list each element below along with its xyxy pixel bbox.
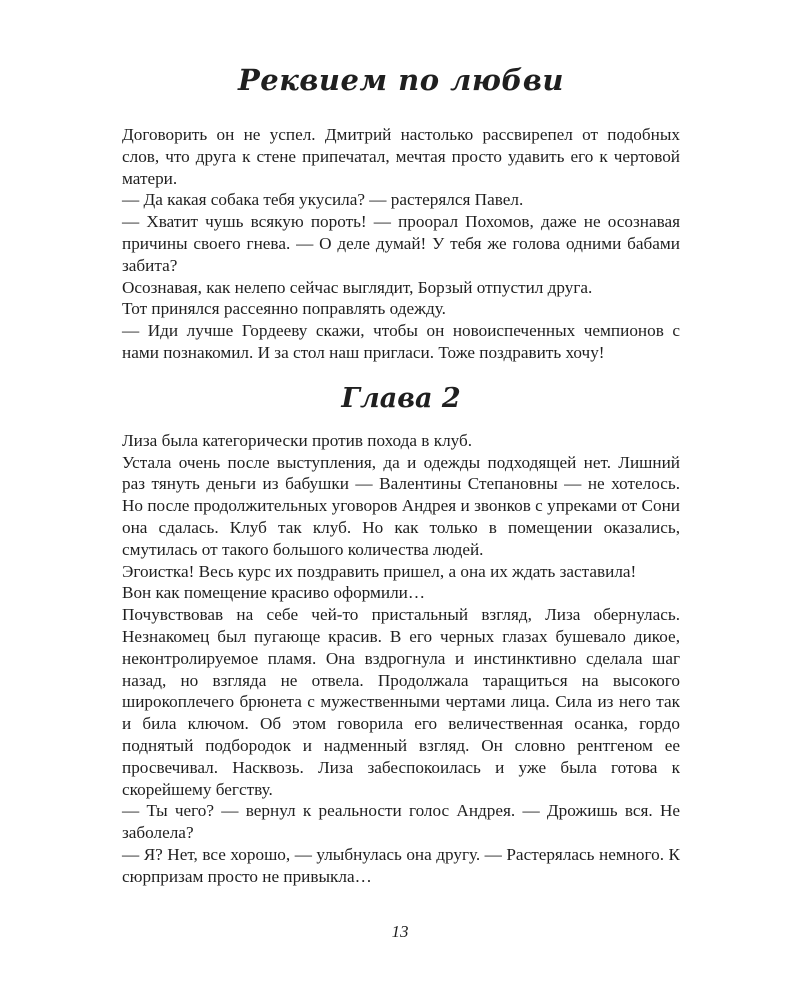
paragraph: Договорить он не успел. Дмитрий настолько рассвирепел от подобных слов, что друга к стене припечатал, мечтая просто удавить его к чертовой матери. — [122, 125, 680, 188]
page-number: 13 — [391, 922, 409, 941]
paragraph: Тот принялся рассеянно поправлять одежду. — [122, 299, 446, 319]
chapter-text — [122, 430, 680, 888]
paragraph: Устала очень после выступления, да и одежды подходящей нет. Лишний раз тянуть деньги из бабушки — Валентины Степановны — не хотелось. Но после продолжительных уговоров Андрея и звонков с упреками от Сони она сдалась. Клуб так клуб. Но как только в помещении оказались, смутилась от такого большого количества людей. — [122, 452, 680, 559]
paragraph: Вон как помещение красиво оформили… — [122, 583, 426, 603]
paragraph: Осознавая, как нелепо сейчас выглядит, Борзый отпустил друга. — [122, 277, 593, 297]
paragraph: — Хватит чушь всякую пороть! — проорал Похомов, даже не осознавая причины своего гнева. — О деле думай! У тебя же голова одними бабами забита? — [122, 212, 680, 275]
book-page — [122, 60, 680, 888]
running-title: Реквием по любви — [238, 63, 564, 97]
section-text — [122, 124, 680, 364]
paragraph: — Ты чего? — вернул к реальности голос Андрея. — Дрожишь вся. Не заболела? — [122, 801, 680, 843]
paragraph: — Я? Нет, все хорошо, — улыбнулась она другу. — Растерялась немного. К сюрпризам просто не привыкла… — [122, 844, 680, 886]
paragraph: — Да какая собака тебя укусила? — растерялся Павел. — [122, 190, 524, 210]
chapter-title: Глава 2 — [341, 382, 461, 414]
paragraph: — Иди лучше Гордееву скажи, чтобы он новоиспеченных чемпионов с нами познакомил. И за стол наш пригласи. Тоже поздравить хочу! — [122, 321, 680, 362]
paragraph: Эгоистка! Весь курс их поздравить пришел, а она их ждать заставила! — [122, 561, 637, 581]
paragraph: Лиза была категорически против похода в клуб. — [122, 430, 473, 450]
paragraph: Почувствовав на себе чей-то пристальный взгляд, Лиза обернулась. Незнакомец был пугающе красив. В его черных глазах бушевало дикое, неконтролируемое пламя. Она вздрогнула и инстинктивно сделала шаг назад, но взгляда не отвела. Продолжала таращиться на высокого широкоплечего брюнета с мужественными чертами лица. Сила из него так и била ключом. Об этом говорила его величественная осанка, гордо поднятый подбородок и надменный взгляд. Он словно рентгеном ее просвечивал. Насквозь. Лиза забеспокоилась и уже была готова к скорейшему бегству. — [122, 605, 680, 799]
